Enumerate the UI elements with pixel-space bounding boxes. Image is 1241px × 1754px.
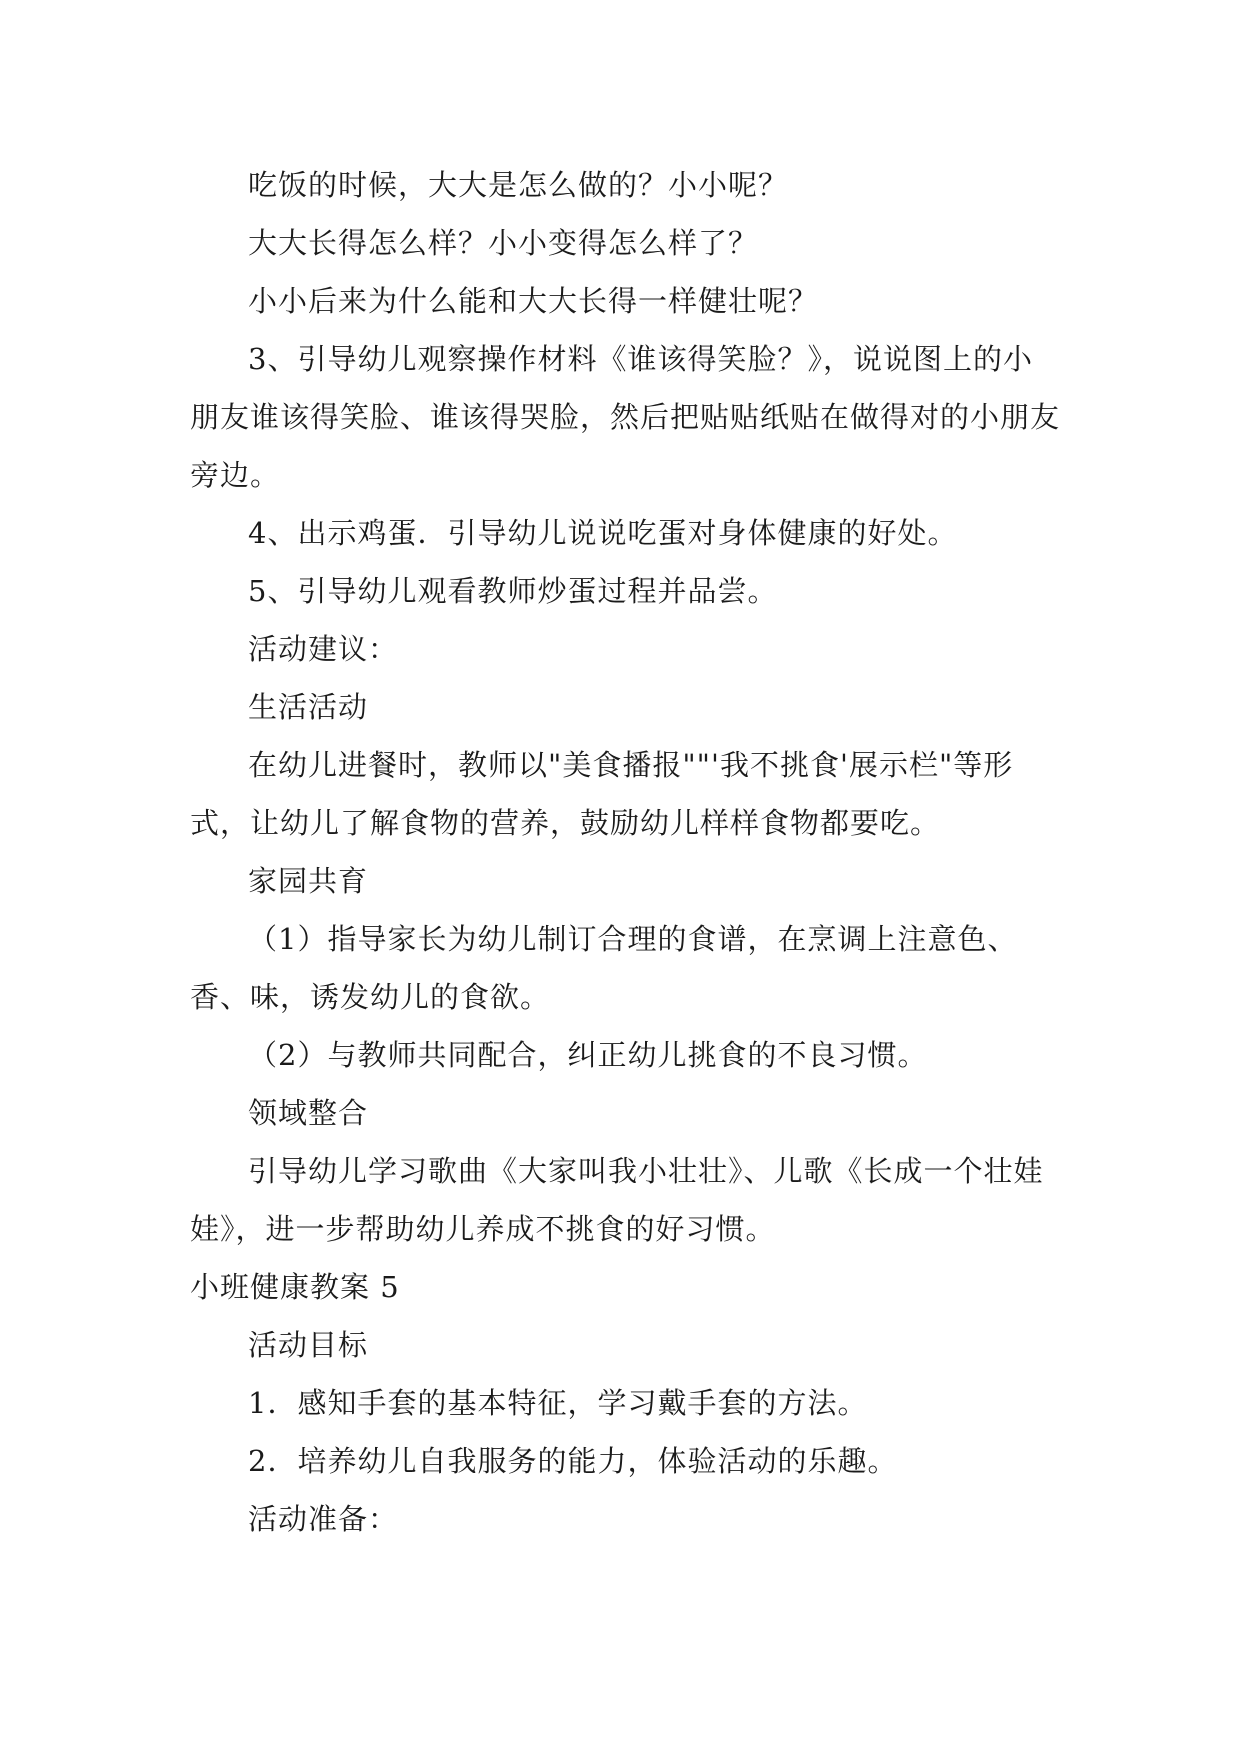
paragraph: 引导幼儿学习歌曲《大家叫我小壮壮》、儿歌《长成一个壮娃娃》，进一步帮助幼儿养成不挑食的好习惯。 — [190, 1154, 1044, 1246]
paragraph: （1）指导家长为幼儿制订合理的食谱，在烹调上注意色、香、味，诱发幼儿的食欲。 — [190, 922, 1018, 1014]
paragraph: 5、引导幼儿观看教师炒蛋过程并品尝。 — [248, 574, 778, 608]
section-heading: 活动建议： — [248, 632, 399, 666]
paragraph: 大大长得怎么样？小小变得怎么样了？ — [248, 226, 759, 260]
paragraph: 4、出示鸡蛋．引导幼儿说说吃蛋对身体健康的好处。 — [248, 516, 958, 550]
paragraph: 3、引导幼儿观察操作材料《谁该得笑脸？》，说说图上的小朋友谁该得笑脸、谁该得哭脸，然后把贴贴纸贴在做得对的小朋友旁边。 — [190, 342, 1061, 492]
paragraph: 在幼儿进餐时，教师以"美食播报""'我不挑食'展示栏"等形式，让幼儿了解食物的营养，鼓励幼儿样样食物都要吃。 — [190, 748, 1014, 840]
section-heading: 领域整合 — [248, 1096, 369, 1130]
document-title: 小班健康教案 5 — [190, 1270, 400, 1304]
section-heading: 生活活动 — [248, 690, 369, 724]
section-heading: 活动准备： — [248, 1502, 399, 1536]
document-page — [190, 156, 1060, 1548]
section-heading: 活动目标 — [248, 1328, 369, 1362]
paragraph: 小小后来为什么能和大大长得一样健壮呢？ — [248, 284, 819, 318]
paragraph: 1．感知手套的基本特征，学习戴手套的方法。 — [248, 1386, 868, 1420]
paragraph: （2）与教师共同配合，纠正幼儿挑食的不良习惯。 — [248, 1038, 928, 1072]
paragraph: 吃饭的时候，大大是怎么做的？小小呢？ — [248, 168, 789, 202]
paragraph: 2．培养幼儿自我服务的能力，体验活动的乐趣。 — [248, 1444, 898, 1478]
section-heading: 家园共育 — [248, 864, 369, 898]
